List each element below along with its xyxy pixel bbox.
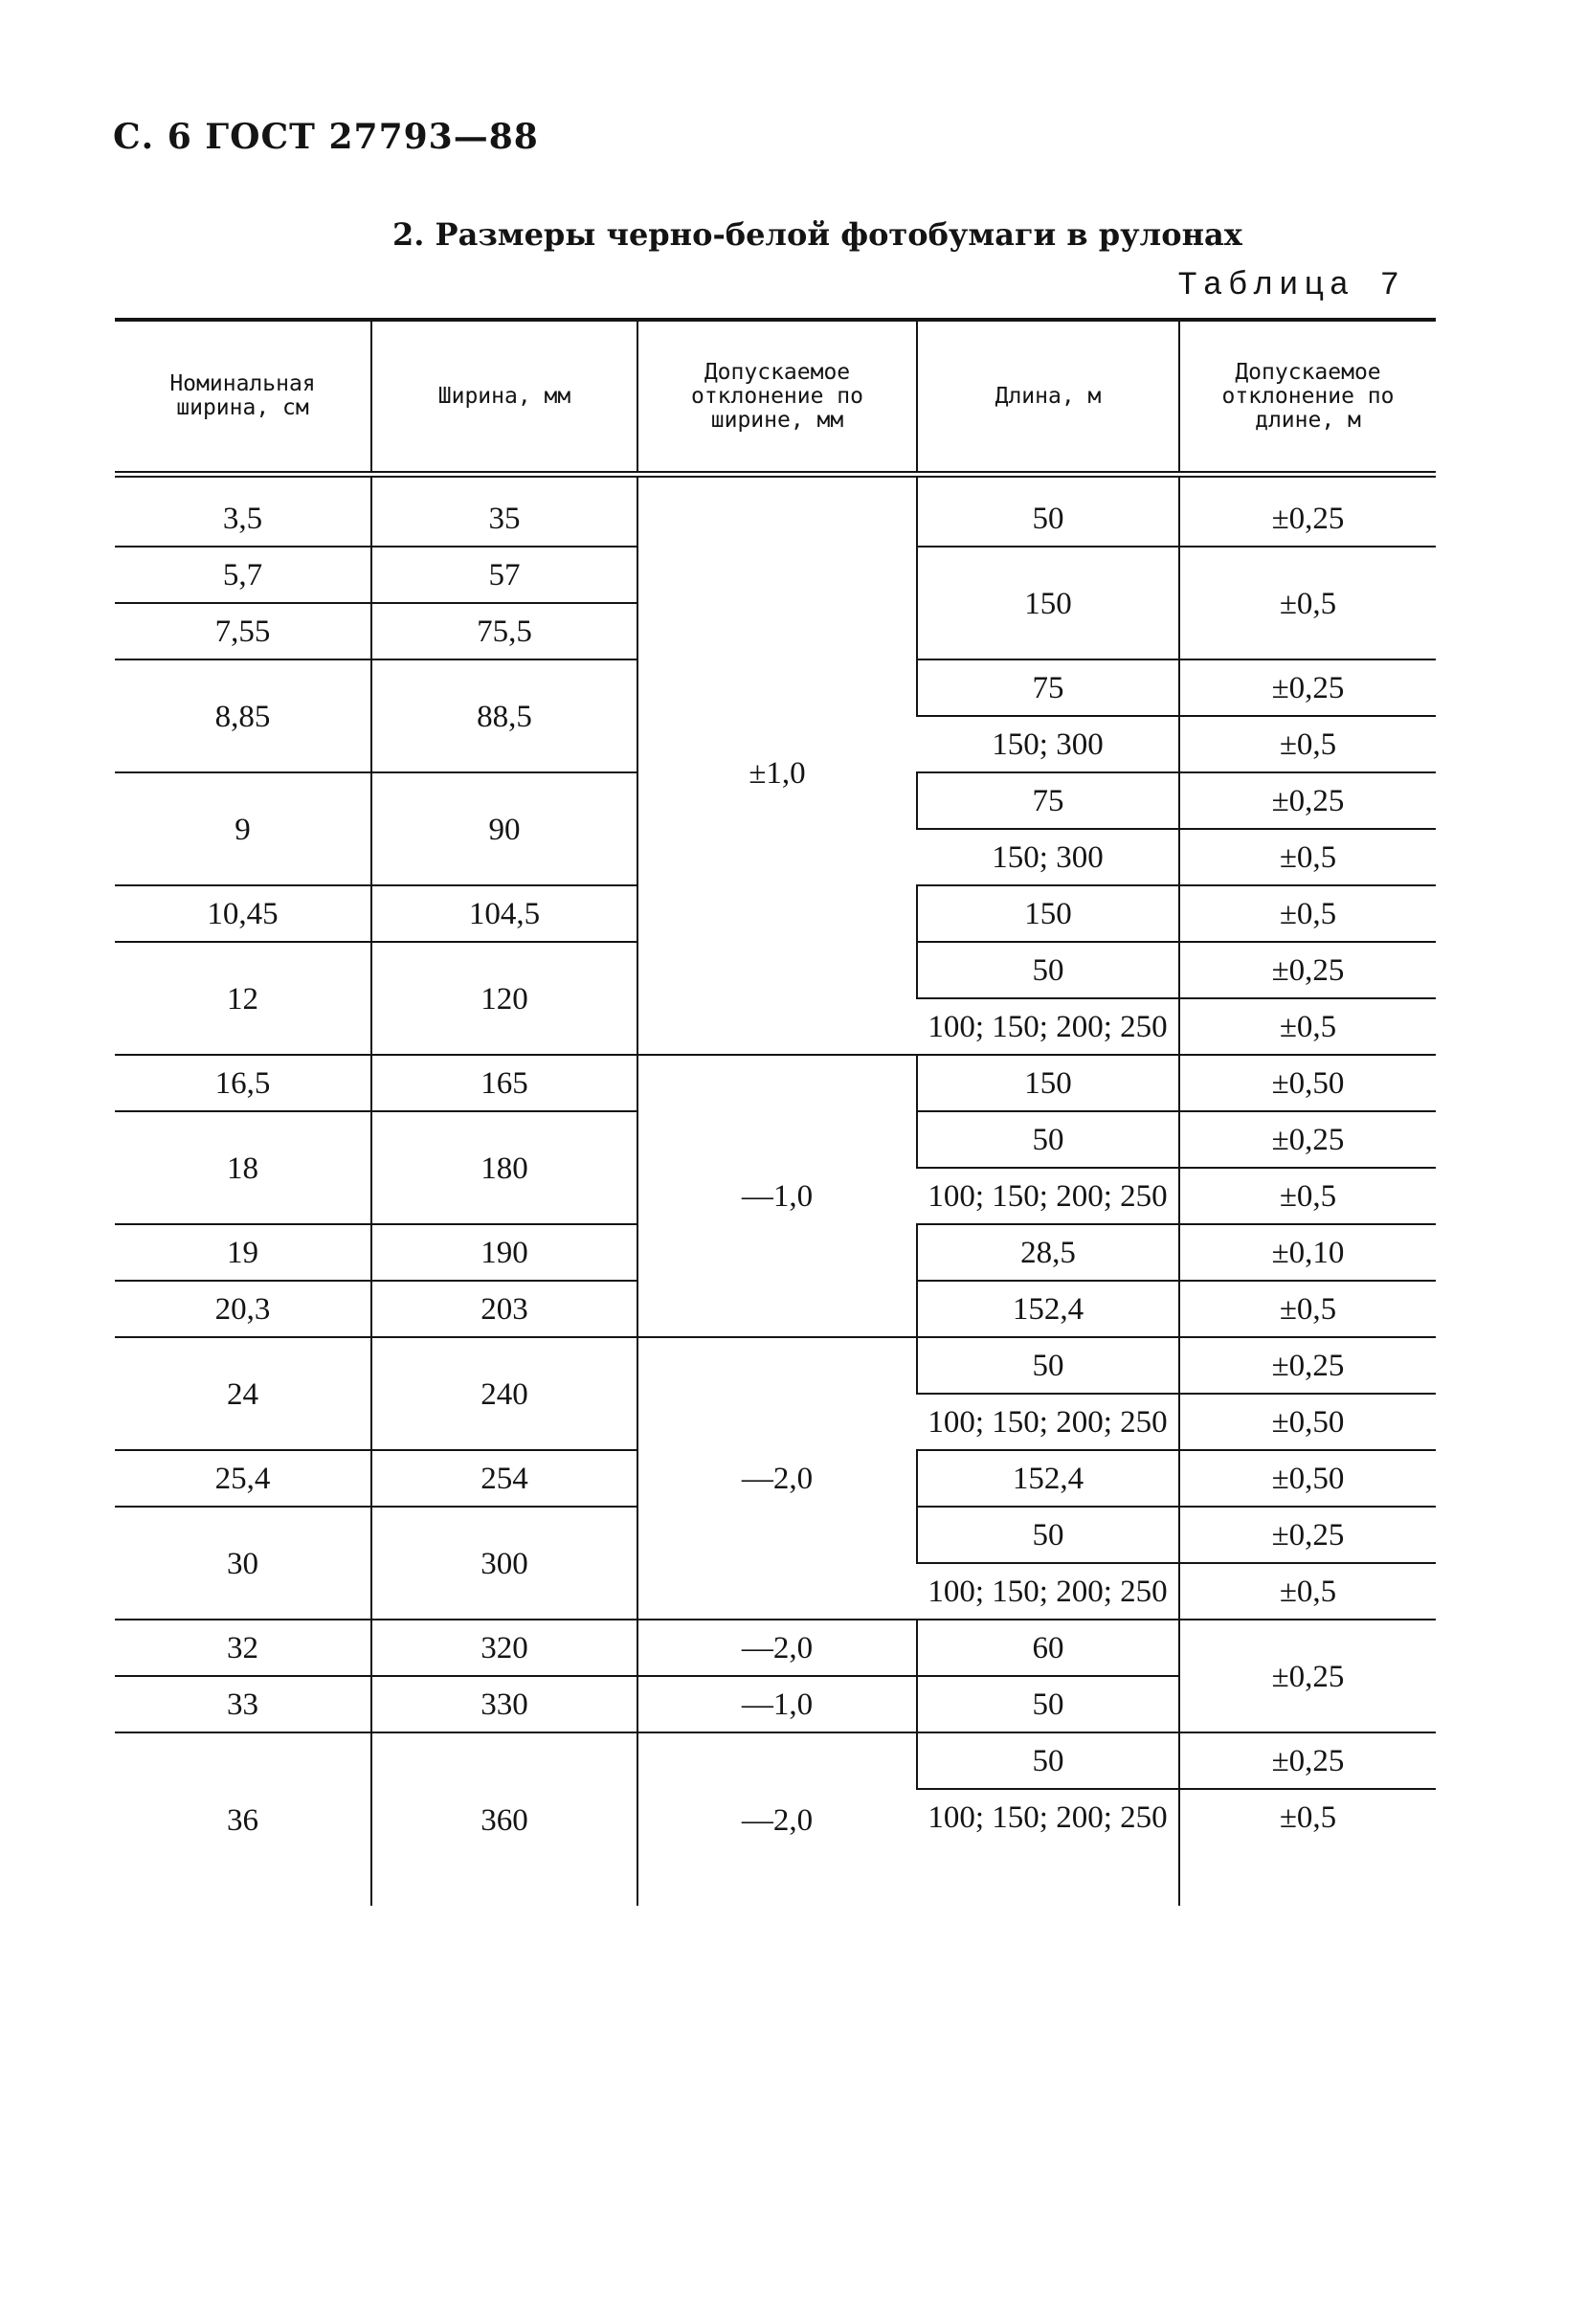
length-tolerance-cell: ±0,5 (1179, 829, 1436, 885)
length-cell: 50 (917, 942, 1179, 998)
nominal-width-cell: 30 (115, 1507, 371, 1620)
column-header-width-tolerance: Допускаемое отклонение по ширине, мм (637, 320, 917, 475)
nominal-width-cell: 25,4 (115, 1450, 371, 1507)
table-label: Таблица 7 (1177, 268, 1405, 304)
length-cell: 150; 300 (917, 829, 1179, 885)
nominal-width-cell: 32 (115, 1620, 371, 1676)
nominal-width-cell: 24 (115, 1337, 371, 1450)
length-cell: 60 (917, 1620, 1179, 1676)
width-cell: 57 (371, 547, 637, 603)
table-row (115, 1055, 1436, 1111)
length-cell: 50 (917, 1507, 1179, 1563)
length-cell: 150 (917, 885, 1179, 942)
length-cell: 50 (917, 1732, 1179, 1789)
length-tolerance-cell: ±0,25 (1179, 772, 1436, 829)
length-cell: 50 (917, 1111, 1179, 1168)
width-cell: 203 (371, 1281, 637, 1337)
nominal-width-cell: 12 (115, 942, 371, 1055)
width-tolerance-cell: —2,0 (637, 1732, 917, 1906)
length-cell: 100; 150; 200; 250 (917, 1168, 1179, 1224)
length-tolerance-cell: ±0,50 (1179, 1055, 1436, 1111)
width-cell: 320 (371, 1620, 637, 1676)
length-cell: 100; 150; 200; 250 (917, 1563, 1179, 1620)
paper-roll-sizes-table (115, 318, 1436, 1906)
width-tolerance-cell: —2,0 (637, 1620, 917, 1676)
length-cell: 50 (917, 475, 1179, 547)
length-cell: 152,4 (917, 1450, 1179, 1507)
length-cell: 75 (917, 772, 1179, 829)
length-tolerance-cell: ±0,25 (1179, 1507, 1436, 1563)
length-tolerance-cell: ±0,25 (1179, 942, 1436, 998)
table-row (115, 475, 1436, 547)
width-cell: 120 (371, 942, 637, 1055)
length-tolerance-cell: ±0,25 (1179, 475, 1436, 547)
width-cell: 165 (371, 1055, 637, 1111)
nominal-width-cell: 18 (115, 1111, 371, 1224)
header-row (115, 320, 1436, 475)
page-header: С. 6 ГОСТ 27793—88 (113, 117, 539, 157)
column-header-length: Длина, м (917, 320, 1179, 475)
width-tolerance-cell: —2,0 (637, 1337, 917, 1620)
nominal-width-cell: 19 (115, 1224, 371, 1281)
width-cell: 360 (371, 1732, 637, 1906)
length-tolerance-cell: ±0,5 (1179, 1281, 1436, 1337)
length-cell: 75 (917, 659, 1179, 716)
nominal-width-cell: 33 (115, 1676, 371, 1732)
length-tolerance-cell: ±0,25 (1179, 1111, 1436, 1168)
table-row (115, 1337, 1436, 1394)
length-tolerance-cell: ±0,25 (1179, 659, 1436, 716)
length-cell: 150; 300 (917, 716, 1179, 772)
width-cell: 300 (371, 1507, 637, 1620)
length-cell: 152,4 (917, 1281, 1179, 1337)
length-tolerance-cell: ±0,5 (1179, 1168, 1436, 1224)
length-tolerance-cell: ±0,50 (1179, 1394, 1436, 1450)
length-tolerance-cell: ±0,25 (1179, 1732, 1436, 1789)
width-cell: 190 (371, 1224, 637, 1281)
width-cell: 35 (371, 475, 637, 547)
width-cell: 180 (371, 1111, 637, 1224)
length-cell: 100; 150; 200; 250 (917, 1394, 1179, 1450)
length-tolerance-cell: ±0,25 (1179, 1337, 1436, 1394)
length-tolerance-cell: ±0,5 (1179, 1563, 1436, 1620)
table-row (115, 1620, 1436, 1676)
length-tolerance-cell: ±0,5 (1179, 998, 1436, 1055)
width-cell: 104,5 (371, 885, 637, 942)
nominal-width-cell: 3,5 (222, 502, 263, 536)
section-title: 2. Размеры черно-белой фотобумаги в рулонах (392, 216, 1242, 253)
width-tolerance-cell: —1,0 (637, 1676, 917, 1732)
nominal-width-cell: 9 (115, 772, 371, 885)
length-tolerance-cell: ±0,5 (1179, 716, 1436, 772)
length-cell: 28,5 (917, 1224, 1179, 1281)
column-header-length-tolerance: Допускаемое отклонение по длине, м (1179, 320, 1436, 475)
width-cell: 240 (371, 1337, 637, 1450)
length-cell: 150 (917, 547, 1179, 659)
width-cell: 254 (371, 1450, 637, 1507)
width-tolerance-cell: —1,0 (637, 1055, 917, 1337)
length-tolerance-cell: ±0,50 (1179, 1450, 1436, 1507)
length-cell: 150 (917, 1055, 1179, 1111)
width-cell: 75,5 (371, 603, 637, 659)
nominal-width-cell: 7,55 (115, 603, 371, 659)
length-cell: 50 (917, 1337, 1179, 1394)
length-tolerance-cell: ±0,5 (1179, 547, 1436, 659)
length-cell: 100; 150; 200; 250 (917, 998, 1179, 1055)
nominal-width-cell: 16,5 (115, 1055, 371, 1111)
width-cell: 330 (371, 1676, 637, 1732)
nominal-width-cell: 10,45 (115, 885, 371, 942)
column-header-nominal-width: Номинальная ширина, см (115, 320, 371, 475)
length-tolerance-cell: ±0,5 (1179, 1789, 1436, 1906)
length-cell: 100; 150; 200; 250 (917, 1789, 1179, 1906)
nominal-width-cell: 20,3 (115, 1281, 371, 1337)
length-tolerance-cell: ±0,25 (1179, 1620, 1436, 1732)
width-cell: 88,5 (371, 659, 637, 772)
width-tolerance-cell: ±1,0 (637, 475, 917, 1056)
length-tolerance-cell: ±0,10 (1179, 1224, 1436, 1281)
nominal-width-cell: 8,85 (115, 659, 371, 772)
nominal-width-cell: 36 (115, 1732, 371, 1906)
length-cell: 50 (917, 1676, 1179, 1732)
table-row (115, 1732, 1436, 1789)
column-header-width: Ширина, мм (371, 320, 637, 475)
width-cell: 90 (371, 772, 637, 885)
nominal-width-cell: 5,7 (115, 547, 371, 603)
length-tolerance-cell: ±0,5 (1179, 885, 1436, 942)
